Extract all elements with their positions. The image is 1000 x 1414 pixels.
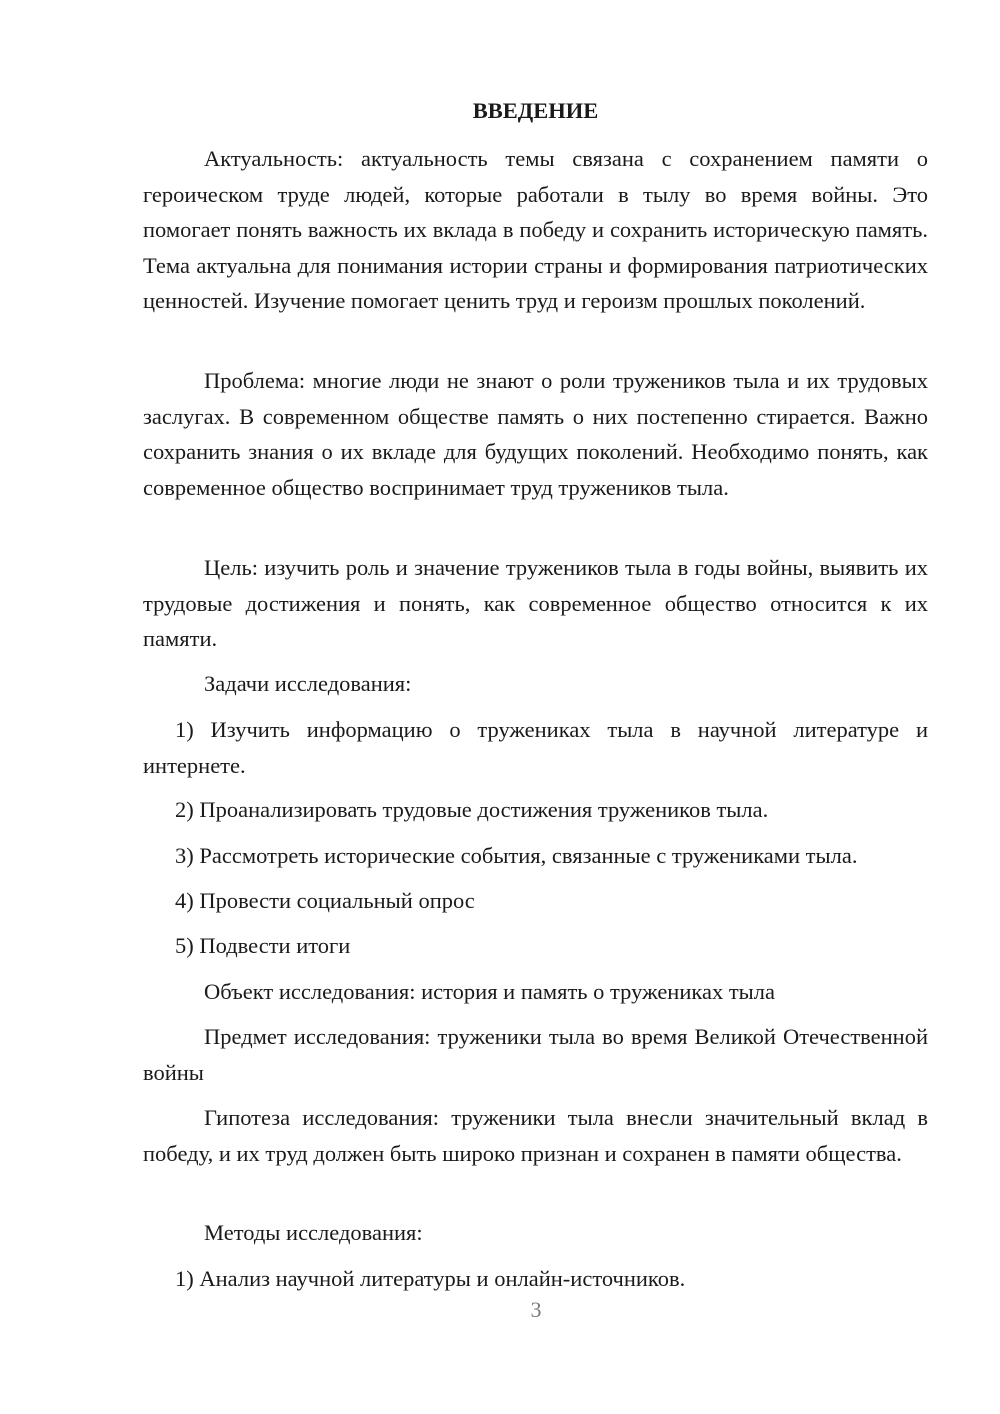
tasks-title: Задачи исследования:: [204, 671, 412, 696]
methods-title: Методы исследования:: [204, 1220, 423, 1245]
task-item-2: 2) Проанализировать трудовые достижения тружеников тыла.: [175, 797, 769, 822]
paragraph-problem: Проблема: многие люди не знают о роли тружеников тыла и их трудовых заслугах. В современном обществе память о них постепенно стирается. Важно сохранить знания о их вкладе для будущих поколений. Необходимо понять, как современное общество воспринимает труд тружеников тыла.: [143, 368, 928, 500]
paragraph-relevance: Актуальность: актуальность темы связана с сохранением памяти о героическом труде людей, которые работали в тылу во время войны. Это помогает понять важность их вклада в победу и сохранить историческую память. Тема актуальна для понимания истории страны и формирования патриотических ценностей. Изучение помогает ценить труд и героизм прошлых поколений.: [143, 146, 928, 313]
method-item-1: 1) Анализ научной литературы и онлайн-источников.: [175, 1266, 686, 1291]
task-item-1: 1) Изучить информацию о тружениках тыла в научной литературе и интернете.: [143, 717, 928, 778]
section-heading: ВВЕДЕНИЕ: [472, 98, 599, 123]
paragraph-hypothesis: Гипотеза исследования: труженики тыла внесли значительный вклад в победу, и их труд должен быть широко признан и сохранен в памяти общества.: [143, 1105, 928, 1166]
page-number: 3: [530, 1297, 542, 1322]
paragraph-object: Объект исследования: история и память о тружениках тыла: [204, 979, 776, 1004]
paragraph-goal: Цель: изучить роль и значение тружеников тыла в годы войны, выявить их трудовые достижения и понять, как современное общество относится к их памяти.: [143, 555, 928, 651]
task-item-4: 4) Провести социальный опрос: [175, 888, 475, 913]
paragraph-subject: Предмет исследования: труженики тыла во время Великой Отечественной войны: [143, 1024, 928, 1085]
task-item-5: 5) Подвести итоги: [175, 933, 351, 958]
task-item-3: 3) Рассмотреть исторические события, связанные с тружениками тыла.: [175, 843, 858, 868]
